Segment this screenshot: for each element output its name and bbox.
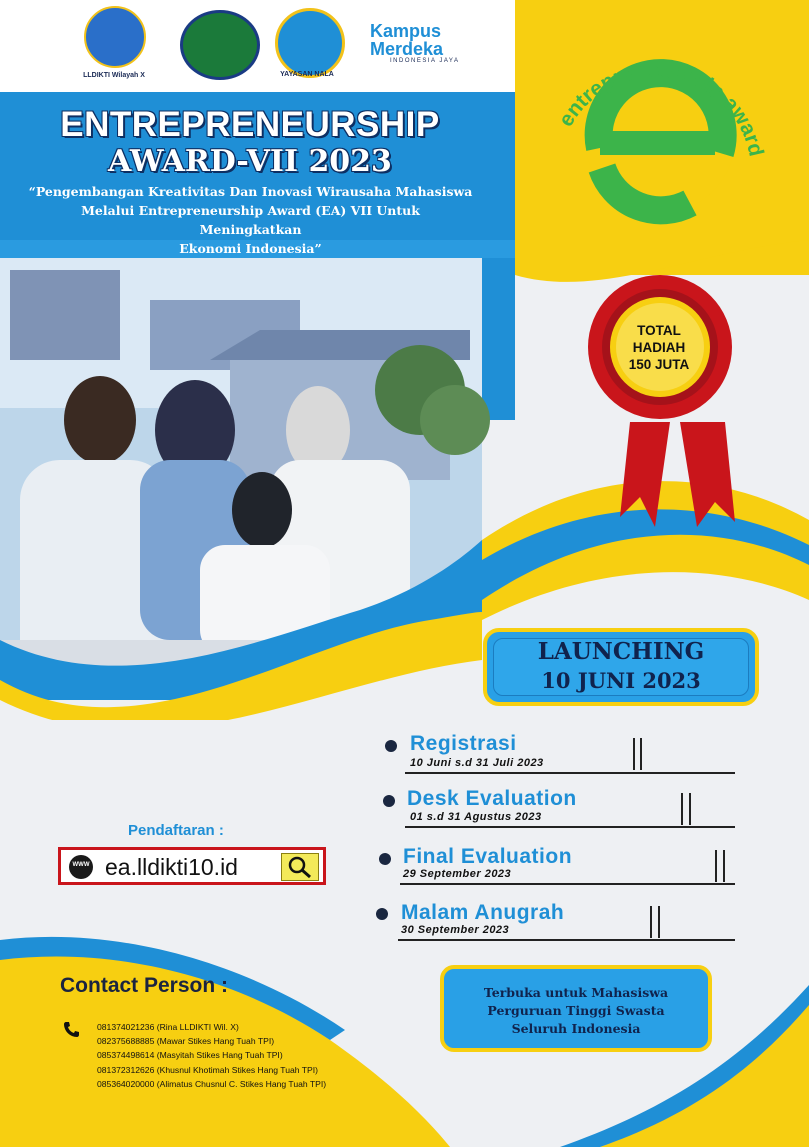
phone-icon (62, 1020, 80, 1038)
timeline-tick (715, 850, 717, 882)
eligibility-line-1: Terbuka untuk Mahasiswa (483, 985, 669, 1000)
eligibility-box (440, 965, 712, 1052)
timeline-bullet (383, 795, 395, 807)
timeline-underline (405, 772, 735, 774)
ea-logo (540, 8, 800, 248)
contact-title: Contact Person : (60, 974, 229, 997)
eligibility-line-2: Perguruan Tinggi Swasta (487, 1003, 665, 1018)
timeline-date-malam: 30 September 2023 (401, 924, 510, 936)
title-main: ENTREPRENEURSHIP (60, 105, 440, 144)
eligibility-text (444, 984, 708, 1038)
ea-arc-text: entrepreneurship award (554, 58, 768, 159)
tagline (28, 182, 473, 258)
launching-box (483, 628, 759, 706)
prize-line-1: TOTAL (637, 323, 681, 338)
timeline-tick (681, 793, 683, 825)
www-label: WWW (72, 862, 90, 868)
contact-item: 081372312626 (Khusnul Khotimah Stikes Hang Tuah TPI) (97, 1064, 319, 1075)
timeline-tick (658, 906, 660, 938)
lldikti-logo-caption: LLDIKTI Wilayah X (83, 72, 145, 79)
timeline-underline (405, 826, 735, 828)
university-seal-logo (180, 10, 260, 80)
contact-item: 082375688885 (Mawar Stikes Hang Tuah TPI) (97, 1036, 275, 1047)
merdeka-text: Merdeka (370, 39, 444, 59)
timeline-bullet (379, 853, 391, 865)
prize-line-3: 150 JUTA (628, 357, 690, 372)
prize-text (613, 322, 705, 373)
contact-item: 085364020000 (Alimatus Chusnul C. Stikes Hang Tuah TPI) (97, 1078, 327, 1089)
kampus-merdeka-logo (370, 22, 470, 64)
timeline-underline (398, 939, 735, 941)
yayasan-nala-logo (275, 8, 345, 78)
timeline-tick (689, 793, 691, 825)
contact-item: 081374021236 (Rina LLDIKTI Wil. X) (97, 1022, 239, 1032)
timeline-date-registrasi: 10 Juni s.d 31 Juli 2023 (410, 757, 544, 769)
launching-date: 10 JUNI 2023 (541, 668, 701, 693)
timeline-bullet (376, 908, 388, 920)
timeline-underline (400, 883, 735, 885)
timeline-title-malam: Malam Anugrah (401, 901, 565, 924)
contact-list (97, 1020, 326, 1091)
timeline-title-desk: Desk Evaluation (407, 787, 577, 810)
prize-line-2: HADIAH (632, 340, 686, 355)
timeline-bullet (385, 740, 397, 752)
timeline-tick (640, 738, 642, 770)
yayasan-nala-caption: YAYASAN NALA (280, 71, 334, 78)
eligibility-line-3: Seluruh Indonesia (511, 1021, 641, 1036)
prize-rosette (585, 272, 785, 532)
timeline-date-desk: 01 s.d 31 Agustus 2023 (410, 811, 542, 823)
registration-url[interactable]: ea.lldikti10.id (105, 854, 238, 880)
title-sub: AWARD-VII 2023 (108, 144, 392, 179)
timeline-tick (633, 738, 635, 770)
search-button[interactable] (281, 853, 319, 881)
contact-item: 085374498614 (Masyitah Stikes Hang Tuah TPI) (97, 1050, 283, 1061)
launching-title: LAUNCHING (537, 638, 705, 665)
kampus-text: Kampus (370, 21, 442, 41)
timeline-tick (723, 850, 725, 882)
timeline-tick (650, 906, 652, 938)
tut-wuri-logo (84, 6, 146, 68)
registration-label: Pendaftaran : (128, 822, 224, 839)
indonesia-jaya-text: INDONESIA JAYA (390, 58, 460, 64)
search-icon (282, 854, 318, 880)
tagline-line-3: Ekonomi Indonesia” (179, 241, 322, 256)
timeline-date-final: 29 September 2023 (403, 868, 512, 880)
tagline-line-1: “Pengembangan Kreativitas Dan Inovasi Wirausaha Mahasiswa (28, 184, 473, 199)
timeline-title-registrasi: Registrasi (410, 732, 517, 755)
timeline-title-final: Final Evaluation (403, 845, 573, 868)
tagline-line-2: Melalui Entrepreneurship Award (EA) VII Untuk Meningkatkan (81, 203, 420, 237)
registration-url-box[interactable] (58, 847, 326, 885)
